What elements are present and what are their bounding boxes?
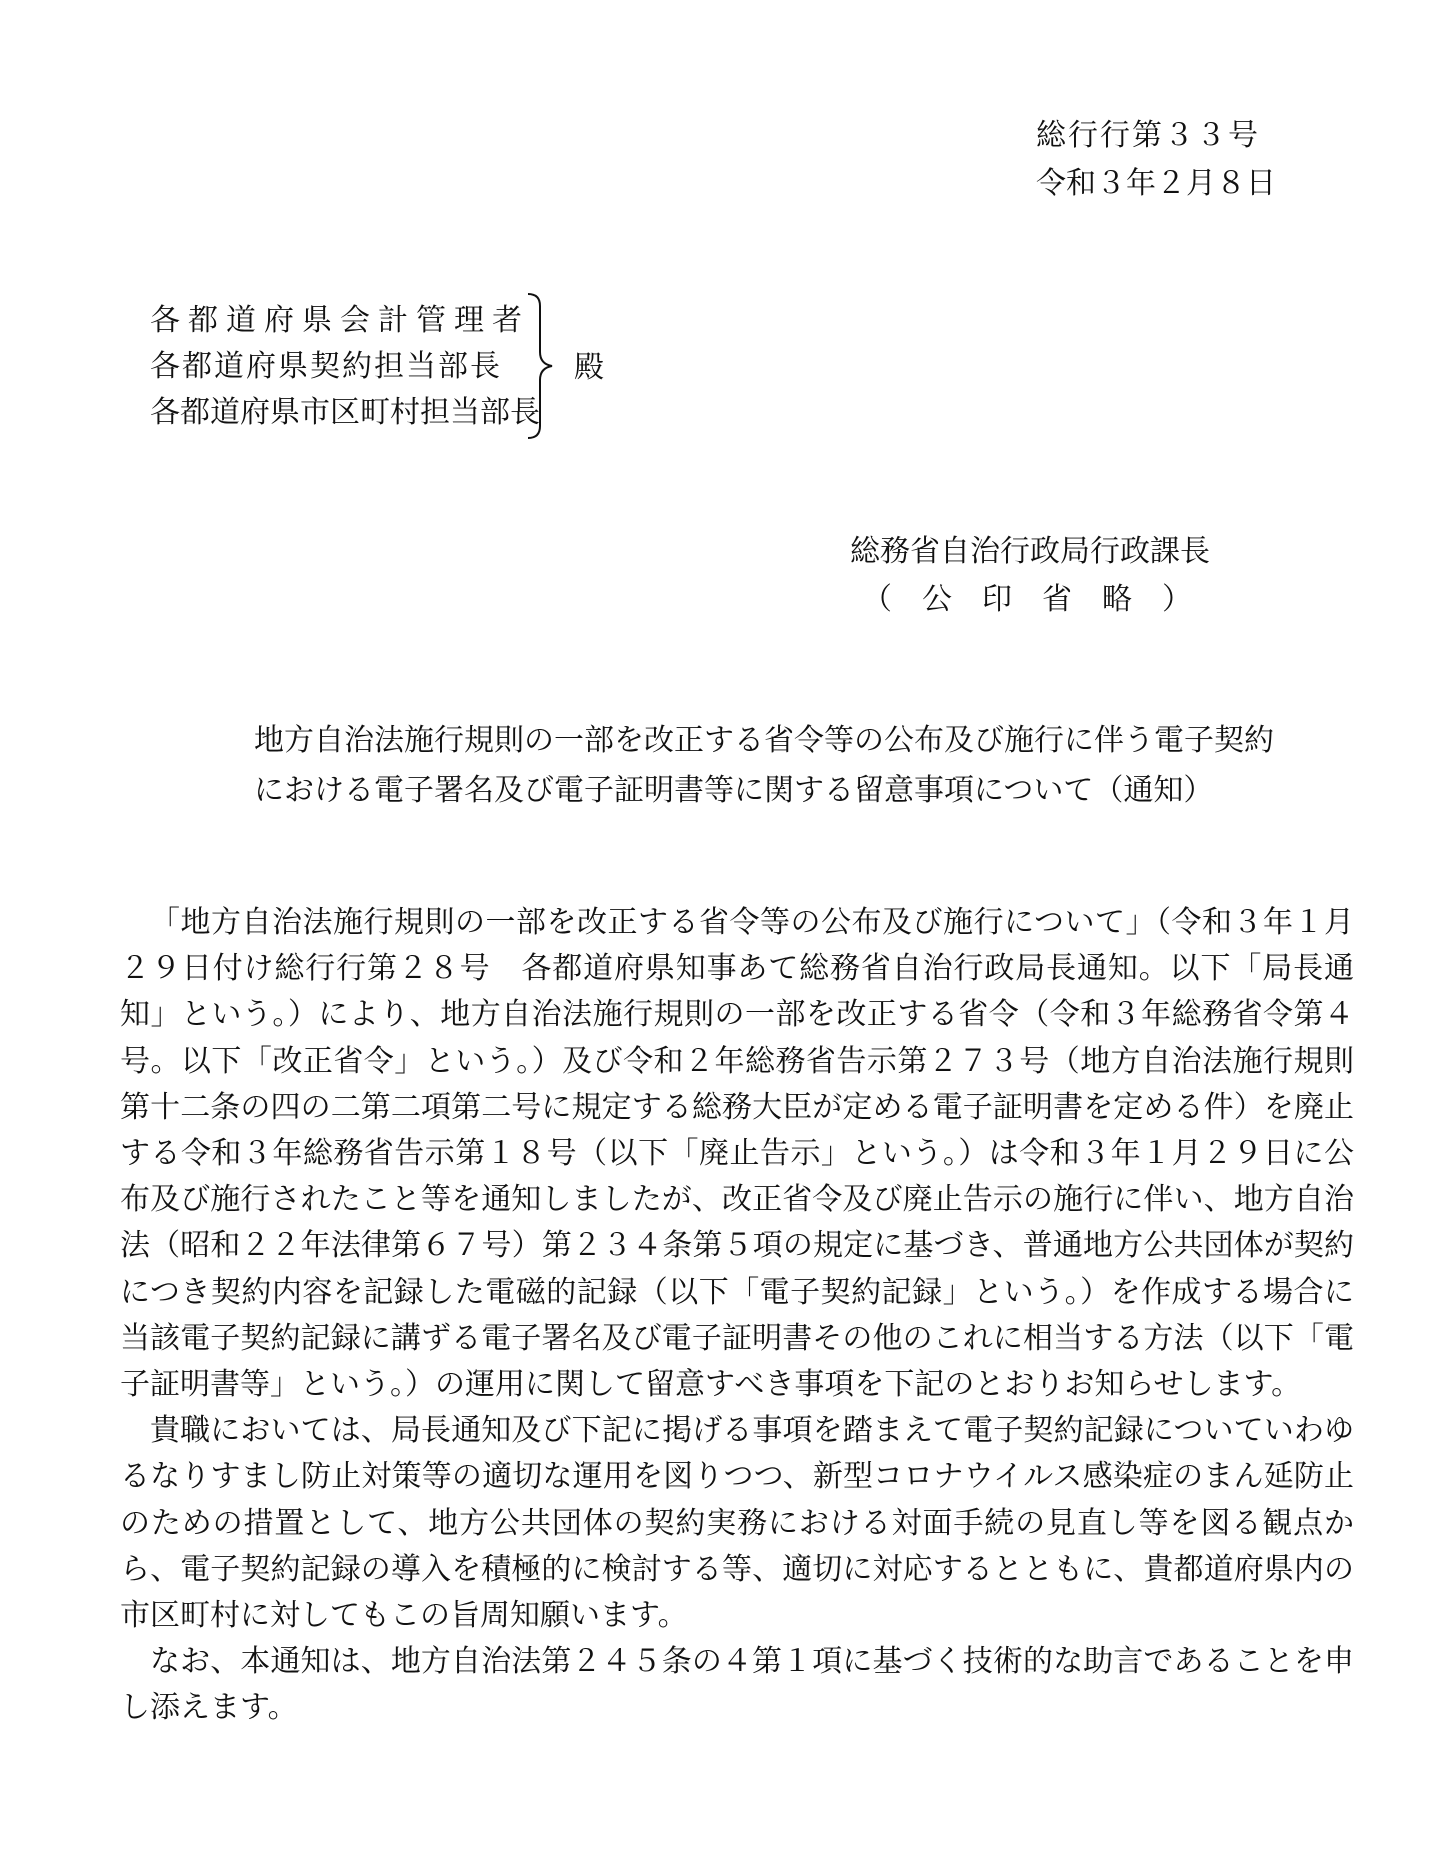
document-date: 令和３年２月８日 (1036, 166, 1276, 201)
body-paragraph-1: 「地方自治法施行規則の一部を改正する省令等の公布及び施行について」（令和３年１月２９日付け総行行第２８号 各都道府県知事あて総務省自治行政局長通知。以下「局長通知」という。）により、地方自治法施行規則の一部を改正する省令（令和３年総務省令第４号。以下「改正省令」という。）及び令和２年総務省告示第２７３号（地方自治法施行規則第十二条の四の二第二項第二号に規定する総務大臣が定める電子証明書を定める件）を廃止する令和３年総務省告示第１８号（以下「廃止告示」という。）は令和３年１月２９日に公布及び施行されたこと等を通知しましたが、改正省令及び廃止告示の施行に伴い、地方自治法（昭和２２年法律第６７号）第２３４条第５項の規定に基づき、普通地方公共団体が契約につき契約内容を記録した電磁的記録（以下「電子契約記録」という。）を作成する場合に当該電子契約記録に講ずる電子署名及び電子証明書その他のこれに相当する方法（以下「電子証明書等」という。）の運用に関して留意すべき事項を下記のとおりお知らせします。 (120, 905, 1354, 1403)
body-paragraph-2: 貴職においては、局長通知及び下記に掲げる事項を踏まえて電子契約記録についていわゆるなりすまし防止対策等の適切な運用を図りつつ、新型コロナウイルス感染症のまん延防止のための措置として、地方公共団体の契約実務における対面手続の見直し等を図る観点から、電子契約記録の導入を積極的に検討する等、適切に対応するとともに、貴都道府県内の市区町村に対してもこの旨周知願います。 (120, 1413, 1354, 1634)
addressee-accounting-manager: 各都道府県会計管理者 (150, 303, 530, 338)
honorific: 殿 (574, 350, 604, 385)
subject-line-2: における電子署名及び電子証明書等に関する留意事項について（通知） (254, 773, 1214, 808)
addressee-contract-director: 各都道府県契約担当部長 (150, 349, 502, 384)
subject-line-1: 地方自治法施行規則の一部を改正する省令等の公布及び施行に伴う電子契約 (254, 723, 1274, 758)
addressee-list (150, 298, 540, 436)
right-brace-icon (524, 290, 564, 442)
body-paragraph-3: なお、本通知は、地方自治法第２４５条の４第１項に基づく技術的な助言であることを申し添えます。 (120, 1644, 1354, 1726)
document-subject (254, 716, 1274, 816)
document-body (120, 900, 1354, 1732)
seal-omitted-note: （公印省略） (862, 582, 1222, 617)
addressee-municipal-director: 各都道府県市区町村担当部長 (150, 395, 540, 430)
sender-title: 総務省自治行政局行政課長 (850, 534, 1210, 569)
document-number: 総行行第３３号 (1036, 118, 1260, 153)
